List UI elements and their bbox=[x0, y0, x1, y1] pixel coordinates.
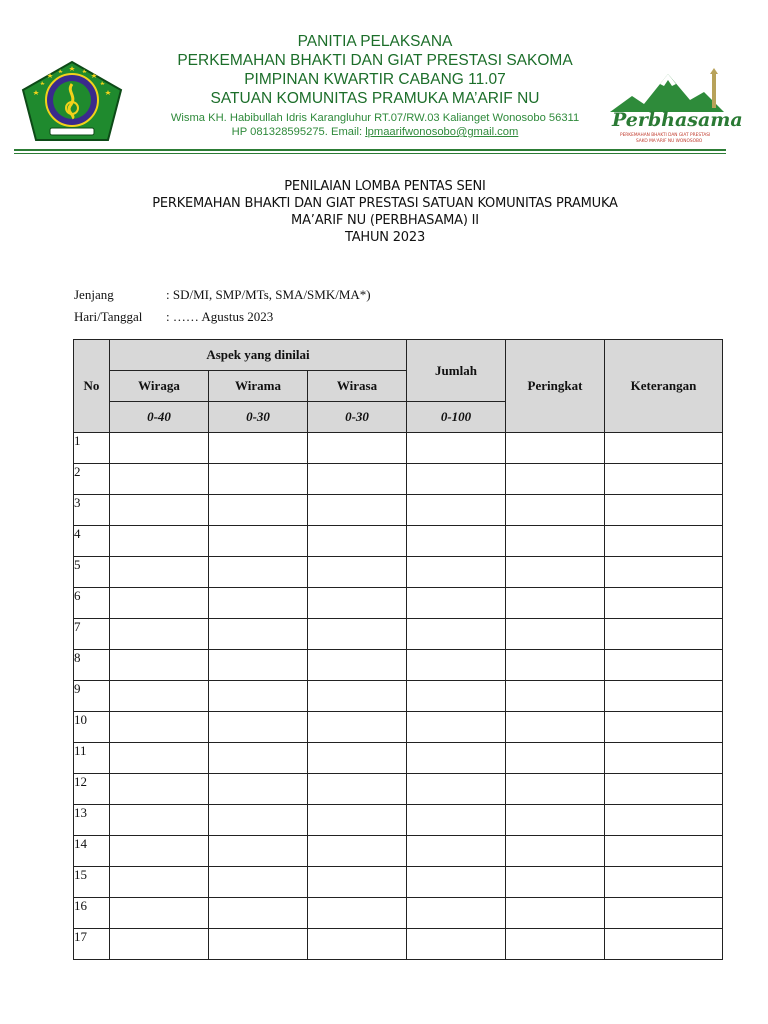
peringkat-cell[interactable] bbox=[506, 836, 605, 867]
keterangan-cell[interactable] bbox=[605, 526, 723, 557]
header-wiraga: Wiraga bbox=[110, 371, 209, 402]
wirama-cell[interactable] bbox=[209, 650, 308, 681]
row-number: 11 bbox=[74, 743, 110, 774]
perbhasama-logo-caption-2: SAKO MA'ARIF NU WONOSOBO bbox=[636, 139, 703, 144]
row-number: 5 bbox=[74, 557, 110, 588]
jenjang-row bbox=[74, 287, 371, 309]
table-row bbox=[74, 743, 723, 774]
keterangan-cell[interactable] bbox=[605, 805, 723, 836]
letterhead-rule-thin bbox=[14, 153, 726, 154]
keterangan-cell[interactable] bbox=[605, 836, 723, 867]
peringkat-cell[interactable] bbox=[506, 557, 605, 588]
wirama-cell[interactable] bbox=[209, 774, 308, 805]
peringkat-cell[interactable] bbox=[506, 712, 605, 743]
peringkat-cell[interactable] bbox=[506, 805, 605, 836]
table-row bbox=[74, 495, 723, 526]
keterangan-cell[interactable] bbox=[605, 495, 723, 526]
table-body bbox=[74, 433, 723, 960]
jumlah-cell[interactable] bbox=[407, 495, 506, 526]
peringkat-cell[interactable] bbox=[506, 743, 605, 774]
jumlah-cell[interactable] bbox=[407, 557, 506, 588]
wiraga-cell[interactable] bbox=[110, 836, 209, 867]
wiraga-cell[interactable] bbox=[110, 464, 209, 495]
table-row bbox=[74, 805, 723, 836]
wirasa-cell[interactable] bbox=[308, 774, 407, 805]
keterangan-cell[interactable] bbox=[605, 681, 723, 712]
wirama-cell[interactable] bbox=[209, 805, 308, 836]
range-wirasa: 0-30 bbox=[308, 402, 407, 433]
jumlah-cell[interactable] bbox=[407, 650, 506, 681]
letterhead-line2: PERKEMAHAN BHAKTI DAN GIAT PRESTASI SAKOMA bbox=[177, 52, 573, 69]
keterangan-cell[interactable] bbox=[605, 867, 723, 898]
table-row bbox=[74, 464, 723, 495]
peringkat-cell[interactable] bbox=[506, 867, 605, 898]
wiraga-cell[interactable] bbox=[110, 650, 209, 681]
table-row bbox=[74, 619, 723, 650]
title-line2: PERKEMAHAN BHAKTI DAN GIAT PRESTASI SATUAN KOMUNITAS PRAMUKA bbox=[152, 196, 618, 211]
peringkat-cell[interactable] bbox=[506, 650, 605, 681]
row-number: 4 bbox=[74, 526, 110, 557]
perbhasama-logo-caption-1: PERKEMAHAN BHAKTI DAN GIAT PRESTASI bbox=[620, 133, 711, 138]
wirasa-cell[interactable] bbox=[308, 867, 407, 898]
keterangan-cell[interactable] bbox=[605, 929, 723, 960]
tanggal-label: Hari/Tanggal bbox=[74, 309, 143, 324]
table-row bbox=[74, 557, 723, 588]
title-line4: TAHUN 2023 bbox=[344, 230, 426, 245]
document-title bbox=[60, 178, 710, 246]
jumlah-cell[interactable] bbox=[407, 433, 506, 464]
scoring-table bbox=[73, 339, 723, 960]
table-row bbox=[74, 929, 723, 960]
wirama-cell[interactable] bbox=[209, 929, 308, 960]
jumlah-cell[interactable] bbox=[407, 712, 506, 743]
letterhead-rule-thick bbox=[14, 149, 726, 151]
jumlah-cell[interactable] bbox=[407, 805, 506, 836]
header-aspek: Aspek yang dinilai bbox=[110, 340, 407, 371]
keterangan-cell[interactable] bbox=[605, 619, 723, 650]
peringkat-cell[interactable] bbox=[506, 588, 605, 619]
wirasa-cell[interactable] bbox=[308, 619, 407, 650]
jumlah-cell[interactable] bbox=[407, 619, 506, 650]
jumlah-cell[interactable] bbox=[407, 774, 506, 805]
header-no: No bbox=[74, 340, 110, 433]
peringkat-cell[interactable] bbox=[506, 464, 605, 495]
email-link[interactable]: lpmaarifwonosobo@gmail.com bbox=[365, 126, 519, 138]
peringkat-cell[interactable] bbox=[506, 495, 605, 526]
keterangan-cell[interactable] bbox=[605, 650, 723, 681]
row-number: 15 bbox=[74, 867, 110, 898]
keterangan-cell[interactable] bbox=[605, 588, 723, 619]
wirama-cell[interactable] bbox=[209, 836, 308, 867]
perbhasama-logo bbox=[608, 66, 743, 152]
keterangan-cell[interactable] bbox=[605, 898, 723, 929]
header-wirama: Wirama bbox=[209, 371, 308, 402]
peringkat-cell[interactable] bbox=[506, 619, 605, 650]
table-row bbox=[74, 867, 723, 898]
row-number: 12 bbox=[74, 774, 110, 805]
row-number: 16 bbox=[74, 898, 110, 929]
wiraga-cell[interactable] bbox=[110, 867, 209, 898]
jumlah-cell[interactable] bbox=[407, 898, 506, 929]
wiraga-cell[interactable] bbox=[110, 712, 209, 743]
peringkat-cell[interactable] bbox=[506, 681, 605, 712]
row-number: 1 bbox=[74, 433, 110, 464]
wirama-cell[interactable] bbox=[209, 464, 308, 495]
pramuka-maarif-logo bbox=[20, 60, 124, 142]
keterangan-cell[interactable] bbox=[605, 433, 723, 464]
jumlah-cell[interactable] bbox=[407, 867, 506, 898]
wirama-cell[interactable] bbox=[209, 712, 308, 743]
wiraga-cell[interactable] bbox=[110, 557, 209, 588]
wirama-cell[interactable] bbox=[209, 588, 308, 619]
row-number: 14 bbox=[74, 836, 110, 867]
wiraga-cell[interactable] bbox=[110, 743, 209, 774]
wirasa-cell[interactable] bbox=[308, 681, 407, 712]
letterhead-line4: SATUAN KOMUNITAS PRAMUKA MA’ARIF NU bbox=[210, 90, 540, 107]
letterhead-line3: PIMPINAN KWARTIR CABANG 11.07 bbox=[244, 71, 506, 88]
wirama-cell[interactable] bbox=[209, 681, 308, 712]
table-row bbox=[74, 898, 723, 929]
jumlah-cell[interactable] bbox=[407, 681, 506, 712]
wirasa-cell[interactable] bbox=[308, 836, 407, 867]
table-row bbox=[74, 836, 723, 867]
wirasa-cell[interactable] bbox=[308, 712, 407, 743]
keterangan-cell[interactable] bbox=[605, 557, 723, 588]
jumlah-cell[interactable] bbox=[407, 929, 506, 960]
range-jumlah: 0-100 bbox=[407, 402, 506, 433]
keterangan-cell[interactable] bbox=[605, 712, 723, 743]
wirasa-cell[interactable] bbox=[308, 495, 407, 526]
wirasa-cell[interactable] bbox=[308, 464, 407, 495]
letterhead-contact bbox=[140, 125, 610, 139]
wiraga-cell[interactable] bbox=[110, 526, 209, 557]
jenjang-value: : SD/MI, SMP/MTs, SMA/SMK/MA*) bbox=[166, 287, 371, 302]
wirama-cell[interactable] bbox=[209, 495, 308, 526]
wirasa-cell[interactable] bbox=[308, 557, 407, 588]
wiraga-cell[interactable] bbox=[110, 495, 209, 526]
jumlah-cell[interactable] bbox=[407, 743, 506, 774]
wirasa-cell[interactable] bbox=[308, 743, 407, 774]
wirama-cell[interactable] bbox=[209, 898, 308, 929]
tanggal-value: : …… Agustus 2023 bbox=[166, 309, 274, 324]
row-number: 17 bbox=[74, 929, 110, 960]
wirasa-cell[interactable] bbox=[308, 805, 407, 836]
wirama-cell[interactable] bbox=[209, 743, 308, 774]
wirasa-cell[interactable] bbox=[308, 898, 407, 929]
wiraga-cell[interactable] bbox=[110, 681, 209, 712]
table-row bbox=[74, 433, 723, 464]
wiraga-cell[interactable] bbox=[110, 805, 209, 836]
header-jumlah: Jumlah bbox=[407, 340, 506, 402]
letterhead-address: Wisma KH. Habibullah Idris Karangluhur RT.07/RW.03 Kalianget Wonosobo 56311 bbox=[170, 112, 580, 124]
wirasa-cell[interactable] bbox=[308, 929, 407, 960]
row-number: 2 bbox=[74, 464, 110, 495]
jumlah-cell[interactable] bbox=[407, 588, 506, 619]
peringkat-cell[interactable] bbox=[506, 526, 605, 557]
row-number: 9 bbox=[74, 681, 110, 712]
letterhead-contact-prefix: HP 081328595275. Email: bbox=[231, 126, 366, 138]
table-row bbox=[74, 588, 723, 619]
range-wiraga: 0-40 bbox=[110, 402, 209, 433]
title-line3: MA’ARIF NU (PERBHASAMA) II bbox=[291, 213, 479, 228]
wiraga-cell[interactable] bbox=[110, 619, 209, 650]
keterangan-cell[interactable] bbox=[605, 464, 723, 495]
tanggal-row bbox=[74, 309, 371, 331]
table-row bbox=[74, 650, 723, 681]
wiraga-cell[interactable] bbox=[110, 929, 209, 960]
peringkat-cell[interactable] bbox=[506, 929, 605, 960]
header-keterangan: Keterangan bbox=[605, 340, 723, 433]
row-number: 10 bbox=[74, 712, 110, 743]
peringkat-cell[interactable] bbox=[506, 898, 605, 929]
table-row bbox=[74, 774, 723, 805]
wirama-cell[interactable] bbox=[209, 526, 308, 557]
keterangan-cell[interactable] bbox=[605, 774, 723, 805]
wirama-cell[interactable] bbox=[209, 557, 308, 588]
wiraga-cell[interactable] bbox=[110, 898, 209, 929]
wirasa-cell[interactable] bbox=[308, 526, 407, 557]
row-number: 13 bbox=[74, 805, 110, 836]
peringkat-cell[interactable] bbox=[506, 774, 605, 805]
table-row bbox=[74, 526, 723, 557]
wirasa-cell[interactable] bbox=[308, 588, 407, 619]
letterhead-line1: PANITIA PELAKSANA bbox=[297, 33, 453, 50]
jumlah-cell[interactable] bbox=[407, 464, 506, 495]
table-row bbox=[74, 681, 723, 712]
wiraga-cell[interactable] bbox=[110, 433, 209, 464]
row-number: 3 bbox=[74, 495, 110, 526]
header-wirasa: Wirasa bbox=[308, 371, 407, 402]
jumlah-cell[interactable] bbox=[407, 836, 506, 867]
jumlah-cell[interactable] bbox=[407, 526, 506, 557]
row-number: 8 bbox=[74, 650, 110, 681]
range-wirama: 0-30 bbox=[209, 402, 308, 433]
perbhasama-logo-text: Perbhasama bbox=[612, 109, 743, 131]
wirasa-cell[interactable] bbox=[308, 650, 407, 681]
wirama-cell[interactable] bbox=[209, 433, 308, 464]
wirama-cell[interactable] bbox=[209, 867, 308, 898]
row-number: 6 bbox=[74, 588, 110, 619]
header-peringkat: Peringkat bbox=[506, 340, 605, 433]
jenjang-label: Jenjang bbox=[74, 287, 114, 302]
title-line1: PENILAIAN LOMBA PENTAS SENI bbox=[284, 179, 486, 194]
table-row bbox=[74, 712, 723, 743]
wirasa-cell[interactable] bbox=[308, 433, 407, 464]
wiraga-cell[interactable] bbox=[110, 774, 209, 805]
wiraga-cell[interactable] bbox=[110, 588, 209, 619]
keterangan-cell[interactable] bbox=[605, 743, 723, 774]
info-block bbox=[74, 287, 371, 331]
wirama-cell[interactable] bbox=[209, 619, 308, 650]
peringkat-cell[interactable] bbox=[506, 433, 605, 464]
letterhead bbox=[140, 32, 610, 139]
row-number: 7 bbox=[74, 619, 110, 650]
